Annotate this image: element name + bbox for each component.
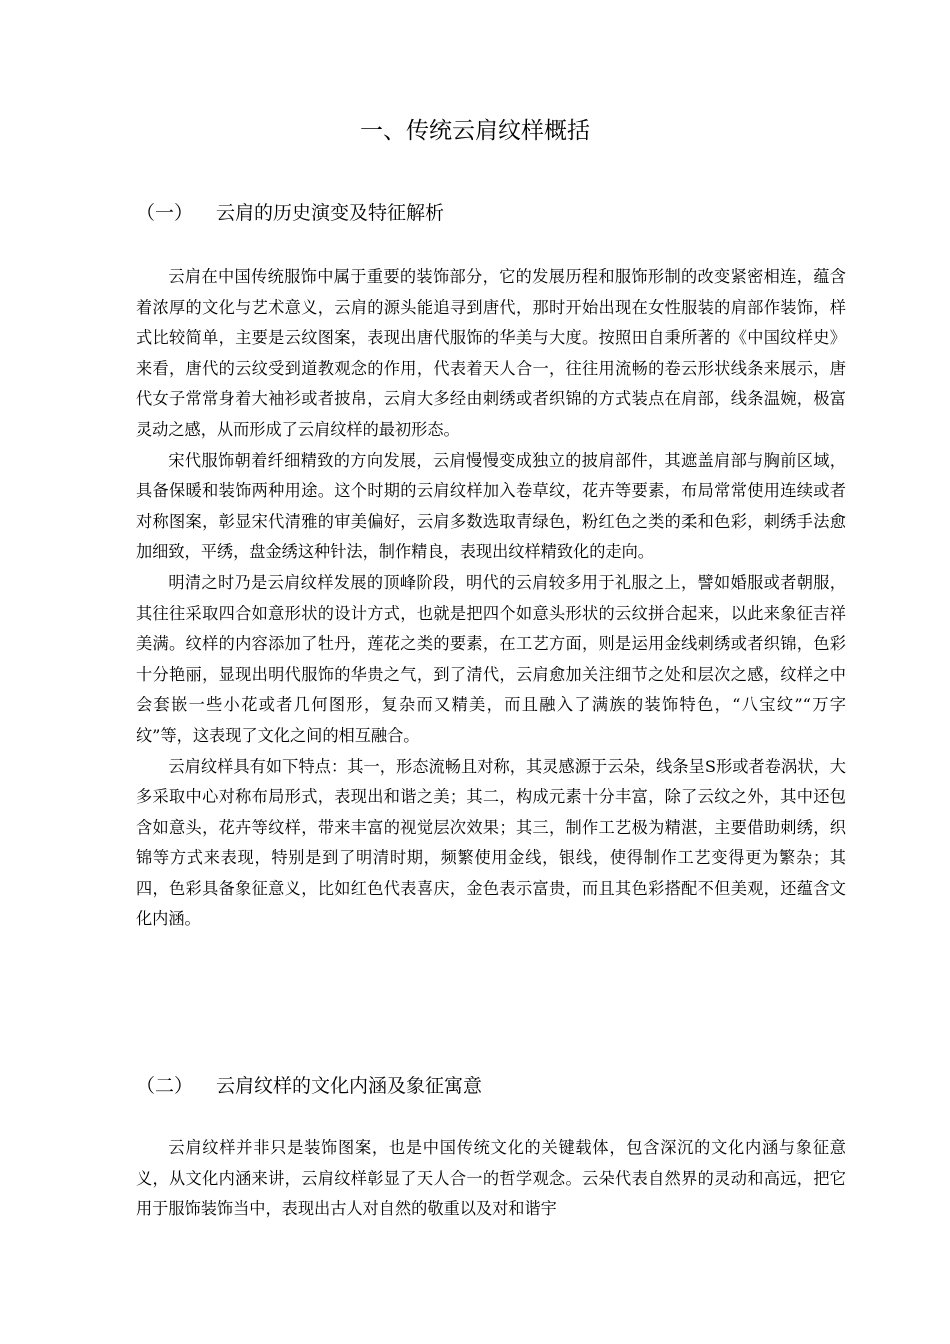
paragraph: 云肩纹样并非只是装饰图案，也是中国传统文化的关键载体，包含深沉的文化内涵与象征意义，从文化内涵来讲，云肩纹样彰显了天人合一的哲学观念。云朵代表自然界的灵动和高远，把它用于服饰装饰当中，表现出古人对自然的敬重以及对和谐宇	[136, 1138, 846, 1219]
section-number: （一）	[136, 202, 194, 224]
section-title: 云肩纹样的文化内涵及象征寓意	[216, 1075, 483, 1097]
section-number: （二）	[136, 1075, 194, 1097]
section-2-body	[136, 1133, 846, 1225]
section-heading-1	[136, 199, 444, 227]
section-heading-2	[136, 1072, 482, 1100]
chapter-title: 一、传统云肩纹样概括	[360, 118, 590, 144]
paragraph: 明清之时乃是云肩纹样发展的顶峰阶段，明代的云肩较多用于礼服之上，譬如婚服或者朝服，其往往采取四合如意形状的设计方式，也就是把四个如意头形状的云纹拼合起来，以此来象征吉祥美满。纹样的内容添加了牡丹，莲花之类的要素，在工艺方面，则是运用金线刺绣或者织锦，色彩十分艳丽，显现出明代服饰的华贵之气，到了清代，云肩愈加关注细节之处和层次之感，纹样之中会套嵌一些小花或者几何图形，复杂而又精美，而且融入了满族的装饰特色，“八宝纹”“万字纹”等，这表现了文化之间的相互融合。	[136, 572, 846, 745]
paragraph: 云肩纹样具有如下特点：其一，形态流畅且对称，其灵感源于云朵，线条呈S形或者卷涡状，大多采取中心对称布局形式，表现出和谐之美；其二，构成元素十分丰富，除了云纹之外，其中还包含如意头，花卉等纹样，带来丰富的视觉层次效果；其三，制作工艺极为精湛，主要借助刺绣，织锦等方式来表现，特别是到了明清时期，频繁使用金线，银线，使得制作工艺变得更为繁杂；其四，色彩具备象征意义，比如红色代表喜庆，金色表示富贵，而且其色彩搭配不但美观，还蕴含文化内涵。	[136, 756, 846, 929]
section-title: 云肩的历史演变及特征解析	[216, 202, 445, 224]
paragraph: 云肩在中国传统服饰中属于重要的装饰部分，它的发展历程和服饰形制的改变紧密相连，蕴含着浓厚的文化与艺术意义，云肩的源头能追寻到唐代，那时开始出现在女性服装的肩部作装饰，样式比较简单，主要是云纹图案，表现出唐代服饰的华美与大度。按照田自秉所著的《中国纹样史》来看，唐代的云纹受到道教观念的作用，代表着天人合一，往往用流畅的卷云形状线条来展示，唐代女子常常身着大袖衫或者披帛，云肩大多经由刺绣或者织锦的方式装点在肩部，线条温婉，极富灵动之感，从而形成了云肩纹样的最初形态。	[136, 267, 846, 439]
paragraph: 宋代服饰朝着纤细精致的方向发展，云肩慢慢变成独立的披肩部件，其遮盖肩部与胸前区域，具备保暖和装饰两种用途。这个时期的云肩纹样加入卷草纹，花卉等要素，布局常常使用连续或者对称图案，彰显宋代清雅的审美偏好，云肩多数选取青绿色，粉红色之类的柔和色彩，刺绣手法愈加细致，平绣，盘金绣这种针法，制作精良，表现出纹样精致化的走向。	[136, 450, 846, 562]
section-1-body	[136, 262, 846, 935]
